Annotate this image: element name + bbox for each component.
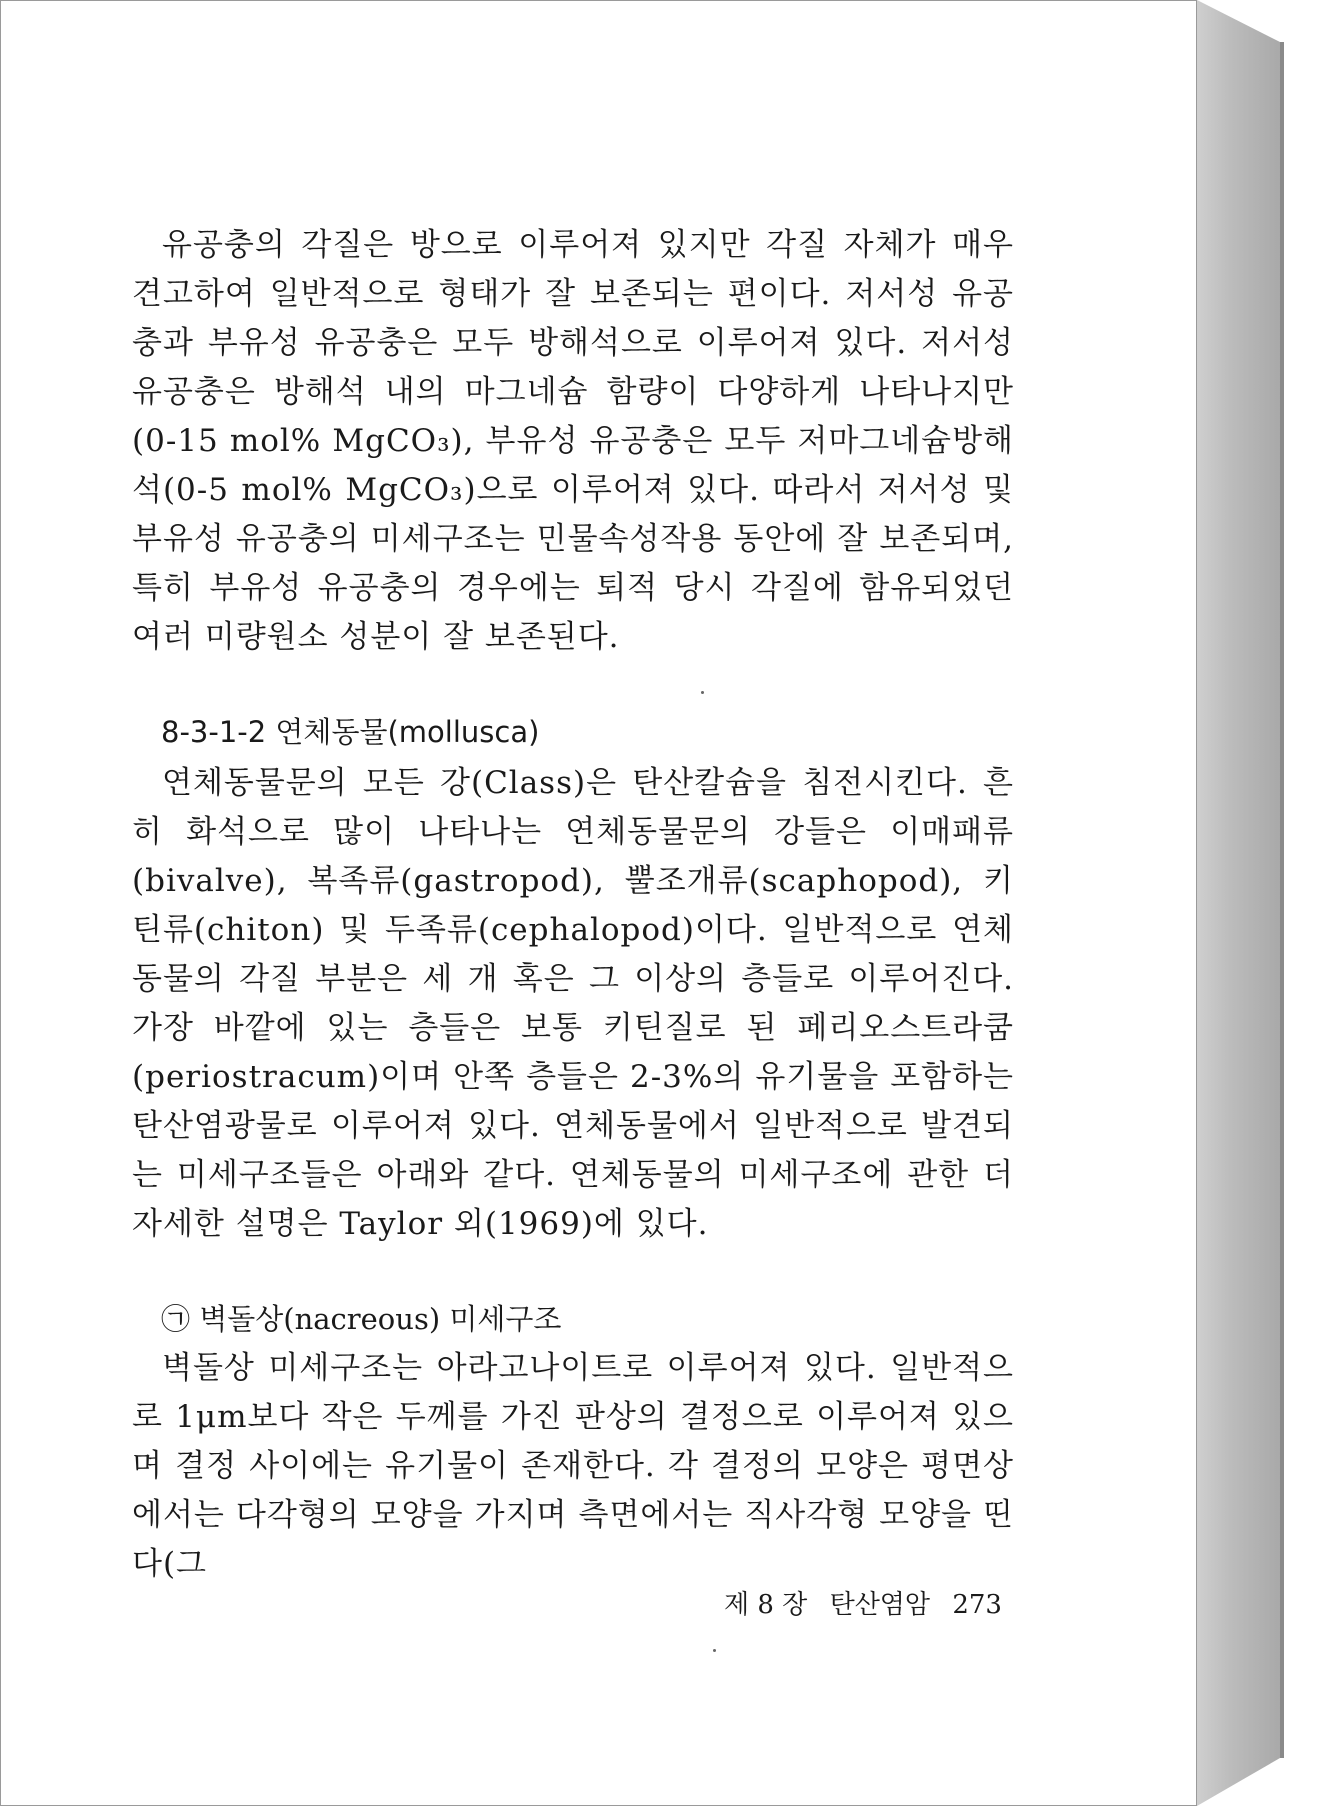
- paragraph-nacreous: 벽돌상 미세구조는 아라고나이트로 이루어져 있다. 일반적으로 1μm보다 작은 두께를 가진 판상의 결정으로 이루어져 있으며 결정 사이에는 유기물이 존재한다. 각 결정의 모양은 평면상에서는 다각형의 모양을 가지며 측면에서는 직사각형 모양을 띤다(그: [132, 1350, 1014, 1582]
- book-edge: [1280, 42, 1284, 1758]
- section-heading-mollusca: 8-3-1-2 연체동물(mollusca): [161, 715, 540, 749]
- scan-speck: [701, 691, 704, 694]
- page-footer: [724, 1587, 1016, 1623]
- footer-page-number: 273: [952, 1590, 1002, 1620]
- paragraph-foraminifera: 유공충의 각질은 방으로 이루어져 있지만 각질 자체가 매우 견고하여 일반적으로 형태가 잘 보존되는 편이다. 저서성 유공충과 부유성 유공충은 모두 방해석으로 이루어져 있다. 저서성 유공충은 방해석 내의 마그네슘 함량이 다양하게 나타나지만(0-15 mol% MgCO₃), 부유성 유공충은 모두 저마그네슘방해석(0-5 mol% MgCO₃)으로 이루어져 있다. 따라서 저서성 및 부유성 유공충의 미세구조는 민물속성작용 동안에 잘 보존되며, 특히 부유성 유공충의 경우에는 퇴적 당시 각질에 함유되었던 여러 미량원소 성분이 잘 보존된다.: [132, 227, 1014, 655]
- footer-chapter-title: 탄산염암: [829, 1590, 931, 1620]
- book-spine-shadow: [1197, 0, 1280, 1806]
- footer-chapter: 제 8 장: [724, 1590, 808, 1620]
- scan-speck: [713, 1649, 716, 1652]
- paragraph-mollusca: 연체동물문의 모든 강(Class)은 탄산칼슘을 침전시킨다. 흔히 화석으로 많이 나타나는 연체동물문의 강들은 이매패류(bivalve), 복족류(gastropod), 뿔조개류(scaphopod), 키틴류(chiton) 및 두족류(cephalopod)이다. 일반적으로 연체동물의 각질 부분은 세 개 혹은 그 이상의 층들로 이루어진다. 가장 바깥에 있는 층들은 보통 키틴질로 된 페리오스트라쿰(periostracum)이며 안쪽 층들은 2-3%의 유기물을 포함하는 탄산염광물로 이루어져 있다. 연체동물에서 일반적으로 발견되는 미세구조들은 아래와 같다. 연체동물의 미세구조에 관한 더 자세한 설명은 Taylor 외(1969)에 있다.: [132, 765, 1014, 1242]
- subsection-heading-nacreous: ㉠ 벽돌상(nacreous) 미세구조: [161, 1302, 562, 1336]
